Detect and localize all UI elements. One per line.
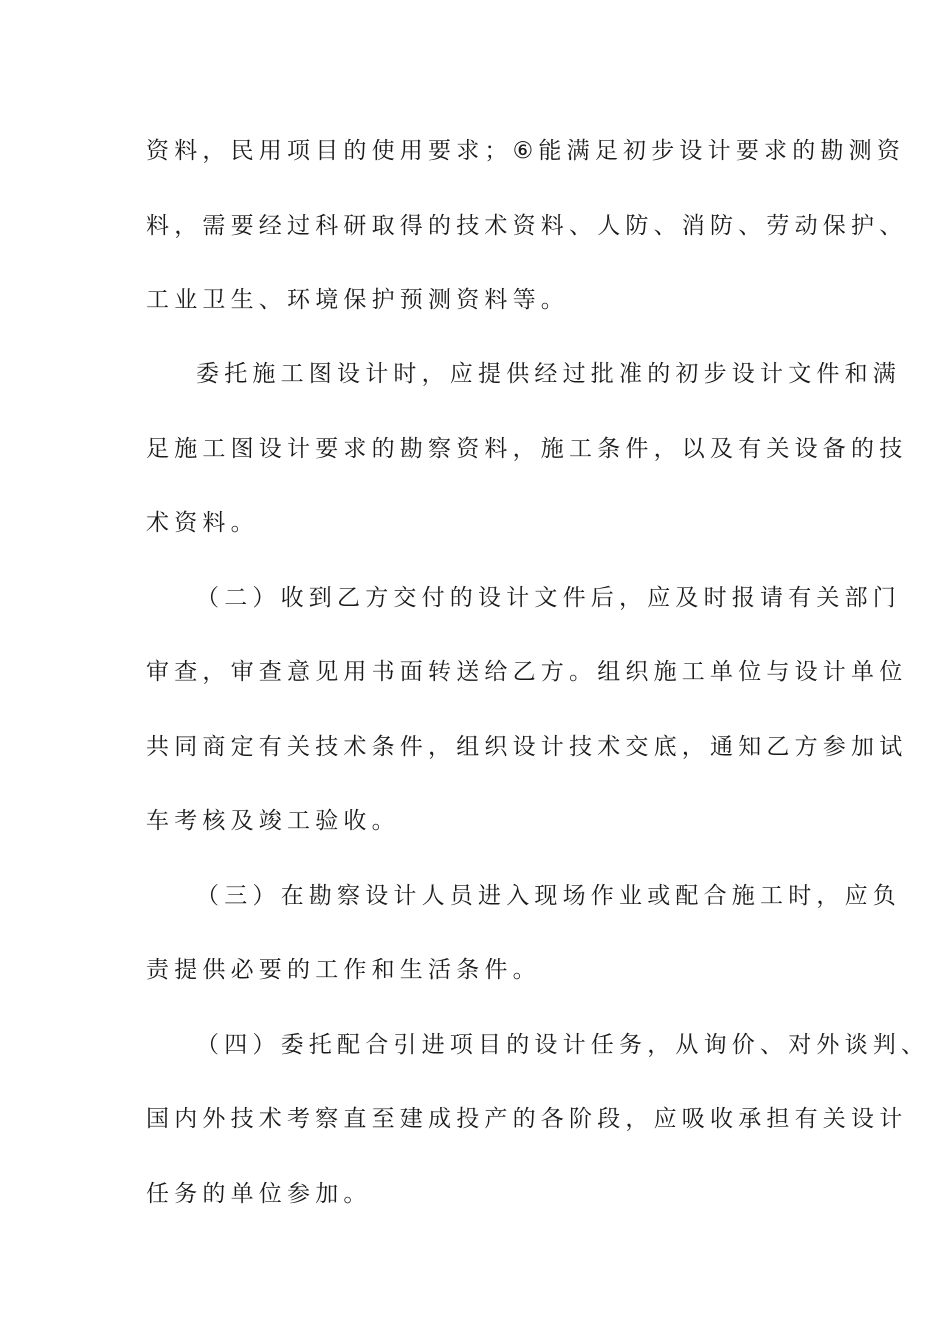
text-line: 任务的单位参加。 xyxy=(146,1181,372,1207)
text-line: 术资料。 xyxy=(146,510,259,536)
text-line: 审查，审查意见用书面转送给乙方。组织施工单位与设计单位 xyxy=(146,659,908,685)
paragraph-first-line: （三）在勘察设计人员进入现场作业或配合施工时，应负 xyxy=(196,883,901,909)
text-line: 料，需要经过科研取得的技术资料、人防、消防、劳动保护、 xyxy=(146,213,908,239)
paragraph-first-line: （四）委托配合引进项目的设计任务，从询价、对外谈判、 xyxy=(196,1032,930,1058)
text-line: 车考核及竣工验收。 xyxy=(146,808,400,834)
text-line: 足施工图设计要求的勘察资料，施工条件，以及有关设备的技 xyxy=(146,436,908,462)
text-line: 资料，民用项目的使用要求；⑥能满足初步设计要求的勘测资 xyxy=(146,138,906,164)
paragraph-first-line: 委托施工图设计时，应提供经过批准的初步设计文件和满 xyxy=(196,361,901,387)
text-line: 责提供必要的工作和生活条件。 xyxy=(146,957,541,983)
paragraph-first-line: （二）收到乙方交付的设计文件后，应及时报请有关部门 xyxy=(196,585,901,611)
text-line: 工业卫生、环境保护预测资料等。 xyxy=(146,287,569,313)
text-line: 共同商定有关技术条件，组织设计技术交底，通知乙方参加试 xyxy=(146,734,908,760)
text-line: 国内外技术考察直至建成投产的各阶段，应吸收承担有关设计 xyxy=(146,1106,908,1132)
